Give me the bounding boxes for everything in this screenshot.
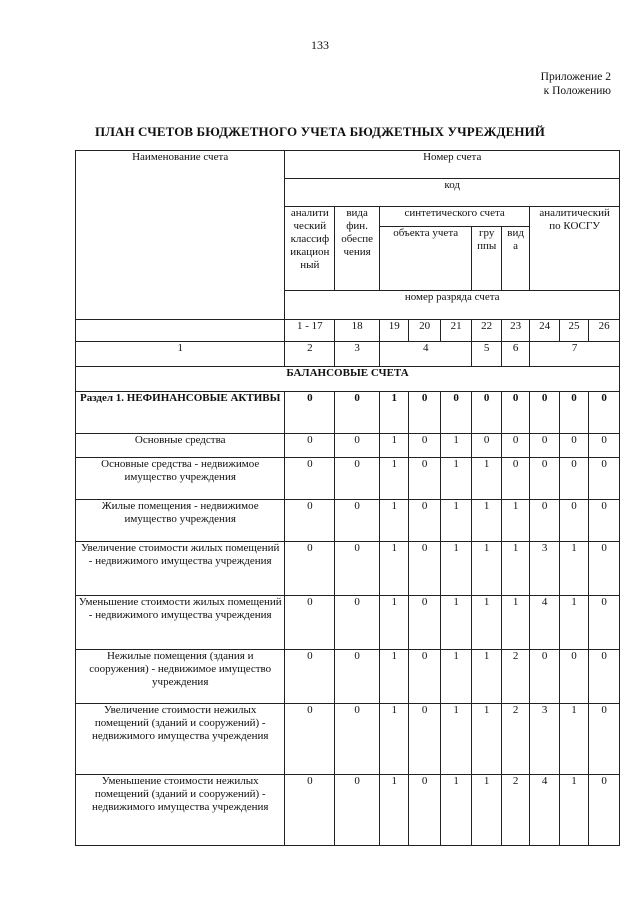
- digit-value: 0: [472, 434, 501, 458]
- col-number-4: 4: [379, 342, 471, 367]
- table-row: [76, 596, 620, 650]
- digit-value: 0: [559, 650, 588, 704]
- account-name: Жилые помещения - недвижимое имущество учреждения: [76, 500, 285, 542]
- table-row: [76, 542, 620, 596]
- digit-value: 0: [285, 392, 335, 434]
- digit-value: 1: [501, 500, 529, 542]
- digit-value: 1: [440, 434, 472, 458]
- col-number-2: 2: [285, 342, 335, 367]
- digit-value: 1: [440, 650, 472, 704]
- digit-8: 24: [530, 320, 559, 342]
- digit-value: 0: [530, 434, 559, 458]
- header-group: гру ппы: [472, 227, 501, 291]
- digit-value: 0: [559, 392, 588, 434]
- digit-value: 0: [285, 704, 335, 775]
- digit-6: 22: [472, 320, 501, 342]
- digit-value: 0: [589, 458, 620, 500]
- digit-value: 0: [409, 650, 441, 704]
- digit-value: 0: [335, 542, 380, 596]
- digit-value: 0: [409, 596, 441, 650]
- digit-10: 26: [589, 320, 620, 342]
- section-header: БАЛАНСОВЫЕ СЧЕТА: [76, 367, 620, 392]
- digit-value: 0: [589, 434, 620, 458]
- digit-9: 25: [559, 320, 588, 342]
- digit-value: 1: [472, 500, 501, 542]
- digit-value: 1: [501, 596, 529, 650]
- digit-value: 1: [379, 392, 408, 434]
- digit-value: 1: [559, 542, 588, 596]
- col-number-1: 1: [76, 342, 285, 367]
- header-digit-number: номер разряда счета: [285, 291, 620, 320]
- digit-value: 4: [530, 596, 559, 650]
- digit-value: 3: [530, 542, 559, 596]
- digit-value: 0: [285, 775, 335, 846]
- digit-value: 1: [472, 542, 501, 596]
- digit-value: 0: [501, 392, 529, 434]
- col-number-3: 3: [335, 342, 380, 367]
- digit-value: 1: [559, 704, 588, 775]
- digit-value: 0: [589, 650, 620, 704]
- digit-value: 0: [472, 392, 501, 434]
- account-name: Увеличение стоимости нежилых помещений (зданий и сооружений) - недвижимого имущества учреждения: [76, 704, 285, 775]
- appendix-note: [541, 70, 611, 98]
- document-title: ПЛАН СЧЕТОВ БЮДЖЕТНОГО УЧЕТА БЮДЖЕТНЫХ УЧРЕЖДЕНИЙ: [94, 124, 545, 139]
- header-synthetic: синтетического счета: [379, 207, 529, 227]
- header-kind: вид а: [501, 227, 529, 291]
- digit-value: 0: [589, 392, 620, 434]
- digit-value: 0: [409, 434, 441, 458]
- digit-value: 0: [285, 500, 335, 542]
- table-row: [76, 775, 620, 846]
- col-number-6: 6: [501, 342, 529, 367]
- table-row: [76, 500, 620, 542]
- digit-value: 1: [379, 704, 408, 775]
- digit-value: 1: [379, 458, 408, 500]
- digit-4: 20: [409, 320, 441, 342]
- header-code: код: [285, 179, 620, 207]
- digit-value: 1: [379, 775, 408, 846]
- digit-value: 4: [530, 775, 559, 846]
- appendix-line-1: Приложение 2: [540, 71, 611, 83]
- digit-value: 1: [472, 775, 501, 846]
- digit-value: 1: [440, 596, 472, 650]
- table-row: [76, 392, 620, 434]
- digit-value: 0: [285, 596, 335, 650]
- digit-3: 19: [379, 320, 408, 342]
- digit-value: 0: [409, 392, 441, 434]
- table-row: [76, 650, 620, 704]
- digit-value: 1: [440, 704, 472, 775]
- digit-value: 1: [559, 596, 588, 650]
- header-account-number: Номер счета: [285, 151, 620, 179]
- digit-value: 0: [335, 458, 380, 500]
- digit-value: 0: [530, 458, 559, 500]
- digit-value: 0: [589, 596, 620, 650]
- digit-value: 1: [472, 458, 501, 500]
- digit-value: 0: [589, 704, 620, 775]
- header-analytic-kosgu: аналитический по КОСГУ: [530, 207, 620, 291]
- digit-value: 0: [335, 500, 380, 542]
- digit-value: 0: [559, 434, 588, 458]
- account-name: Основные средства - недвижимое имущество учреждения: [76, 458, 285, 500]
- digit-value: 1: [379, 650, 408, 704]
- digit-value: 0: [335, 434, 380, 458]
- digit-value: 0: [285, 458, 335, 500]
- digit-value: 0: [335, 775, 380, 846]
- header-account-name: Наименование счета: [76, 151, 285, 320]
- digit-value: 0: [409, 704, 441, 775]
- digit-value: 1: [501, 542, 529, 596]
- account-name: Уменьшение стоимости нежилых помещений (зданий и сооружений) - недвижимого имущества учреждения: [76, 775, 285, 846]
- col-number-5: 5: [472, 342, 501, 367]
- digit-value: 1: [379, 596, 408, 650]
- appendix-line-2: к Положению: [543, 85, 611, 97]
- table-row: [76, 458, 620, 500]
- digit-value: 0: [285, 434, 335, 458]
- digit-value: 2: [501, 775, 529, 846]
- digit-value: 1: [559, 775, 588, 846]
- digit-value: 1: [472, 650, 501, 704]
- digit-value: 1: [440, 775, 472, 846]
- digit-2: 18: [335, 320, 380, 342]
- digit-value: 2: [501, 650, 529, 704]
- digit-value: 0: [335, 392, 380, 434]
- table-row: [76, 704, 620, 775]
- account-name: Основные средства: [76, 434, 285, 458]
- digit-value: 0: [409, 775, 441, 846]
- digit-value: 0: [335, 596, 380, 650]
- account-name: Уменьшение стоимости жилых помещений - недвижимого имущества учреждения: [76, 596, 285, 650]
- digit-value: 0: [409, 458, 441, 500]
- digit-value: 0: [589, 542, 620, 596]
- digit-5: 21: [440, 320, 472, 342]
- digit-value: 0: [440, 392, 472, 434]
- digit-value: 0: [285, 650, 335, 704]
- digit-value: 1: [440, 500, 472, 542]
- digit-value: 0: [409, 542, 441, 596]
- digit-value: 1: [472, 704, 501, 775]
- accounts-table: [75, 150, 620, 846]
- header-financial-support: вида фин. обеспе чения: [335, 207, 380, 291]
- digit-value: 0: [589, 500, 620, 542]
- digit-value: 0: [530, 500, 559, 542]
- header-blank-cell: [76, 320, 285, 342]
- digit-value: 0: [501, 434, 529, 458]
- digit-1: 1 - 17: [285, 320, 335, 342]
- digit-value: 0: [285, 542, 335, 596]
- digit-value: 0: [559, 500, 588, 542]
- digit-value: 3: [530, 704, 559, 775]
- header-analytic-classification: аналити ческий классиф икацион ный: [285, 207, 335, 291]
- table-row: [76, 434, 620, 458]
- digit-value: 0: [335, 650, 380, 704]
- digit-value: 0: [530, 392, 559, 434]
- digit-value: 0: [530, 650, 559, 704]
- digit-value: 0: [589, 775, 620, 846]
- account-name: Нежилые помещения (здания и сооружения) - недвижимое имущество учреждения: [76, 650, 285, 704]
- account-name: Увеличение стоимости жилых помещений - недвижимого имущества учреждения: [76, 542, 285, 596]
- page-number: 133: [311, 38, 329, 52]
- digit-value: 2: [501, 704, 529, 775]
- digit-value: 1: [379, 542, 408, 596]
- digit-value: 1: [440, 542, 472, 596]
- digit-value: 0: [335, 704, 380, 775]
- digit-value: 1: [440, 458, 472, 500]
- digit-value: 1: [472, 596, 501, 650]
- digit-value: 0: [501, 458, 529, 500]
- header-account-object: объекта учета: [379, 227, 471, 291]
- col-number-7: 7: [530, 342, 620, 367]
- digit-value: 1: [379, 500, 408, 542]
- account-name: Раздел 1. НЕФИНАНСОВЫЕ АКТИВЫ: [76, 392, 285, 434]
- digit-value: 0: [559, 458, 588, 500]
- digit-value: 1: [379, 434, 408, 458]
- digit-value: 0: [409, 500, 441, 542]
- digit-7: 23: [501, 320, 529, 342]
